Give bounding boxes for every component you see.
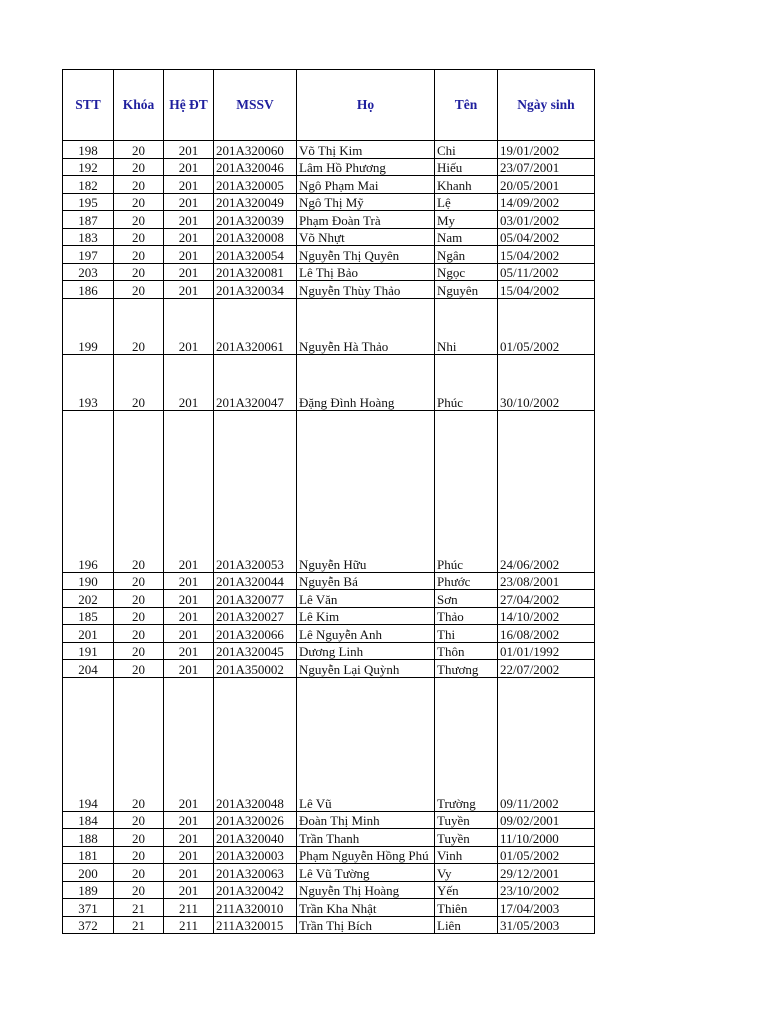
cell-mssv: 211A320010 bbox=[214, 899, 297, 917]
cell-mssv: 201A320027 bbox=[214, 607, 297, 625]
cell-he-dt: 201 bbox=[164, 298, 214, 354]
cell-khoa: 20 bbox=[114, 864, 164, 882]
cell-khoa: 20 bbox=[114, 846, 164, 864]
table-row bbox=[63, 590, 595, 608]
cell-ten: Nguyên bbox=[435, 281, 498, 299]
cell-ho: Lê Nguyễn Anh bbox=[297, 625, 435, 643]
cell-khoa: 20 bbox=[114, 263, 164, 281]
cell-ngay-sinh: 15/04/2002 bbox=[498, 246, 595, 264]
cell-stt: 199 bbox=[63, 298, 114, 354]
table-row bbox=[63, 660, 595, 678]
cell-ngay-sinh: 29/12/2001 bbox=[498, 864, 595, 882]
cell-he-dt: 201 bbox=[164, 881, 214, 899]
cell-ngay-sinh: 17/04/2003 bbox=[498, 899, 595, 917]
cell-khoa: 20 bbox=[114, 354, 164, 410]
cell-khoa: 20 bbox=[114, 193, 164, 211]
header-ngay-sinh: Ngày sinh bbox=[498, 70, 595, 141]
cell-mssv: 201A320081 bbox=[214, 263, 297, 281]
cell-khoa: 20 bbox=[114, 176, 164, 194]
cell-he-dt: 201 bbox=[164, 642, 214, 660]
cell-ngay-sinh: 30/10/2002 bbox=[498, 354, 595, 410]
header-ten: Tên bbox=[435, 70, 498, 141]
cell-ho: Nguyễn Bá bbox=[297, 572, 435, 590]
cell-ten: Ngọc bbox=[435, 263, 498, 281]
cell-khoa: 20 bbox=[114, 246, 164, 264]
cell-ngay-sinh: 27/04/2002 bbox=[498, 590, 595, 608]
cell-he-dt: 201 bbox=[164, 263, 214, 281]
cell-he-dt: 201 bbox=[164, 176, 214, 194]
cell-stt: 186 bbox=[63, 281, 114, 299]
table-row bbox=[63, 158, 595, 176]
cell-mssv: 201A320053 bbox=[214, 410, 297, 572]
cell-ho: Nguyễn Thùy Thảo bbox=[297, 281, 435, 299]
cell-stt: 204 bbox=[63, 660, 114, 678]
cell-ten: My bbox=[435, 211, 498, 229]
table-row bbox=[63, 846, 595, 864]
header-ho: Họ bbox=[297, 70, 435, 141]
cell-mssv: 201A320054 bbox=[214, 246, 297, 264]
cell-mssv: 201A320066 bbox=[214, 625, 297, 643]
cell-ho: Đặng Đình Hoàng bbox=[297, 354, 435, 410]
cell-mssv: 201A320046 bbox=[214, 158, 297, 176]
cell-mssv: 201A320049 bbox=[214, 193, 297, 211]
cell-stt: 202 bbox=[63, 590, 114, 608]
table-row bbox=[63, 572, 595, 590]
cell-ho: Trần Thị Bích bbox=[297, 916, 435, 934]
cell-mssv: 201A320077 bbox=[214, 590, 297, 608]
cell-stt: 193 bbox=[63, 354, 114, 410]
cell-he-dt: 201 bbox=[164, 211, 214, 229]
cell-ngay-sinh: 20/05/2001 bbox=[498, 176, 595, 194]
cell-ho: Dương Linh bbox=[297, 642, 435, 660]
table-row bbox=[63, 642, 595, 660]
cell-he-dt: 211 bbox=[164, 899, 214, 917]
cell-ho: Võ Thị Kim bbox=[297, 141, 435, 159]
cell-he-dt: 201 bbox=[164, 354, 214, 410]
table-row bbox=[63, 899, 595, 917]
cell-he-dt: 201 bbox=[164, 846, 214, 864]
cell-he-dt: 201 bbox=[164, 660, 214, 678]
cell-ngay-sinh: 01/05/2002 bbox=[498, 846, 595, 864]
cell-he-dt: 211 bbox=[164, 916, 214, 934]
cell-ten: Thi bbox=[435, 625, 498, 643]
cell-ho: Nguyễn Thị Quyên bbox=[297, 246, 435, 264]
table-row bbox=[63, 354, 595, 410]
table-row bbox=[63, 141, 595, 159]
cell-khoa: 20 bbox=[114, 590, 164, 608]
cell-mssv: 201A350002 bbox=[214, 660, 297, 678]
cell-ngay-sinh: 01/01/1992 bbox=[498, 642, 595, 660]
cell-khoa: 20 bbox=[114, 677, 164, 811]
cell-ngay-sinh: 05/11/2002 bbox=[498, 263, 595, 281]
cell-ho: Lê Văn bbox=[297, 590, 435, 608]
cell-khoa: 20 bbox=[114, 410, 164, 572]
cell-ten: Khanh bbox=[435, 176, 498, 194]
cell-stt: 197 bbox=[63, 246, 114, 264]
cell-he-dt: 201 bbox=[164, 410, 214, 572]
cell-ngay-sinh: 22/07/2002 bbox=[498, 660, 595, 678]
cell-mssv: 201A320063 bbox=[214, 864, 297, 882]
cell-stt: 183 bbox=[63, 228, 114, 246]
cell-ho: Lê Vũ Tường bbox=[297, 864, 435, 882]
cell-mssv: 201A320005 bbox=[214, 176, 297, 194]
cell-he-dt: 201 bbox=[164, 625, 214, 643]
cell-ho: Phạm Nguyễn Hồng Phú bbox=[297, 846, 435, 864]
cell-ho: Trần Kha Nhật bbox=[297, 899, 435, 917]
student-table bbox=[62, 69, 595, 934]
header-row bbox=[63, 70, 595, 141]
cell-ngay-sinh: 24/06/2002 bbox=[498, 410, 595, 572]
cell-ten: Vy bbox=[435, 864, 498, 882]
cell-ten: Hiếu bbox=[435, 158, 498, 176]
cell-he-dt: 201 bbox=[164, 572, 214, 590]
cell-mssv: 201A320042 bbox=[214, 881, 297, 899]
cell-ho: Phạm Đoàn Trà bbox=[297, 211, 435, 229]
cell-stt: 182 bbox=[63, 176, 114, 194]
cell-ten: Nam bbox=[435, 228, 498, 246]
cell-stt: 189 bbox=[63, 881, 114, 899]
cell-ngay-sinh: 16/08/2002 bbox=[498, 625, 595, 643]
cell-he-dt: 201 bbox=[164, 811, 214, 829]
cell-ngay-sinh: 09/11/2002 bbox=[498, 677, 595, 811]
cell-ho: Nguyễn Thị Hoàng bbox=[297, 881, 435, 899]
cell-ngay-sinh: 15/04/2002 bbox=[498, 281, 595, 299]
table-row bbox=[63, 864, 595, 882]
cell-ngay-sinh: 19/01/2002 bbox=[498, 141, 595, 159]
cell-mssv: 211A320015 bbox=[214, 916, 297, 934]
cell-ten: Vinh bbox=[435, 846, 498, 864]
table-row bbox=[63, 811, 595, 829]
table-row bbox=[63, 607, 595, 625]
cell-he-dt: 201 bbox=[164, 829, 214, 847]
cell-stt: 181 bbox=[63, 846, 114, 864]
cell-ngay-sinh: 01/05/2002 bbox=[498, 298, 595, 354]
cell-mssv: 201A320039 bbox=[214, 211, 297, 229]
cell-ho: Lê Kim bbox=[297, 607, 435, 625]
cell-stt: 201 bbox=[63, 625, 114, 643]
cell-stt: 200 bbox=[63, 864, 114, 882]
cell-ten: Chi bbox=[435, 141, 498, 159]
cell-mssv: 201A320040 bbox=[214, 829, 297, 847]
table-row bbox=[63, 263, 595, 281]
cell-ngay-sinh: 23/08/2001 bbox=[498, 572, 595, 590]
cell-ten: Thương bbox=[435, 660, 498, 678]
cell-khoa: 21 bbox=[114, 899, 164, 917]
cell-ten: Thảo bbox=[435, 607, 498, 625]
cell-he-dt: 201 bbox=[164, 677, 214, 811]
cell-stt: 184 bbox=[63, 811, 114, 829]
cell-khoa: 20 bbox=[114, 572, 164, 590]
cell-he-dt: 201 bbox=[164, 607, 214, 625]
cell-khoa: 20 bbox=[114, 642, 164, 660]
cell-ho: Ngô Thị Mỹ bbox=[297, 193, 435, 211]
cell-ten: Tuyền bbox=[435, 829, 498, 847]
cell-stt: 198 bbox=[63, 141, 114, 159]
cell-he-dt: 201 bbox=[164, 141, 214, 159]
cell-khoa: 20 bbox=[114, 811, 164, 829]
cell-stt: 191 bbox=[63, 642, 114, 660]
cell-khoa: 20 bbox=[114, 141, 164, 159]
cell-ten: Liên bbox=[435, 916, 498, 934]
cell-ten: Lệ bbox=[435, 193, 498, 211]
cell-he-dt: 201 bbox=[164, 864, 214, 882]
cell-he-dt: 201 bbox=[164, 281, 214, 299]
cell-khoa: 20 bbox=[114, 881, 164, 899]
cell-khoa: 20 bbox=[114, 829, 164, 847]
cell-mssv: 201A320003 bbox=[214, 846, 297, 864]
cell-ngay-sinh: 11/10/2000 bbox=[498, 829, 595, 847]
cell-khoa: 20 bbox=[114, 211, 164, 229]
cell-khoa: 20 bbox=[114, 660, 164, 678]
cell-ten: Sơn bbox=[435, 590, 498, 608]
table-row bbox=[63, 228, 595, 246]
cell-stt: 190 bbox=[63, 572, 114, 590]
cell-ten: Tuyền bbox=[435, 811, 498, 829]
cell-stt: 194 bbox=[63, 677, 114, 811]
cell-mssv: 201A320047 bbox=[214, 354, 297, 410]
table-row bbox=[63, 881, 595, 899]
table-row bbox=[63, 193, 595, 211]
cell-khoa: 20 bbox=[114, 228, 164, 246]
cell-ho: Lê Thị Bảo bbox=[297, 263, 435, 281]
cell-stt: 372 bbox=[63, 916, 114, 934]
cell-khoa: 20 bbox=[114, 607, 164, 625]
cell-ho: Nguyễn Hà Thảo bbox=[297, 298, 435, 354]
cell-stt: 192 bbox=[63, 158, 114, 176]
cell-ho: Đoàn Thị Minh bbox=[297, 811, 435, 829]
table-row bbox=[63, 298, 595, 354]
cell-he-dt: 201 bbox=[164, 590, 214, 608]
cell-ten: Yến bbox=[435, 881, 498, 899]
cell-stt: 185 bbox=[63, 607, 114, 625]
table-row bbox=[63, 625, 595, 643]
cell-mssv: 201A320044 bbox=[214, 572, 297, 590]
cell-ten: Thôn bbox=[435, 642, 498, 660]
cell-ngay-sinh: 03/01/2002 bbox=[498, 211, 595, 229]
cell-ho: Ngô Phạm Mai bbox=[297, 176, 435, 194]
cell-stt: 188 bbox=[63, 829, 114, 847]
cell-he-dt: 201 bbox=[164, 228, 214, 246]
header-khoa: Khóa bbox=[114, 70, 164, 141]
table-row bbox=[63, 916, 595, 934]
cell-ten: Nhi bbox=[435, 298, 498, 354]
table-row bbox=[63, 211, 595, 229]
cell-ho: Nguyễn Lại Quỳnh bbox=[297, 660, 435, 678]
cell-ten: Ngân bbox=[435, 246, 498, 264]
cell-ngay-sinh: 31/05/2003 bbox=[498, 916, 595, 934]
table-row bbox=[63, 176, 595, 194]
cell-ho: Nguyễn Hữu bbox=[297, 410, 435, 572]
cell-ten: Phước bbox=[435, 572, 498, 590]
cell-stt: 195 bbox=[63, 193, 114, 211]
header-he-dt: Hệ ĐT bbox=[164, 70, 214, 141]
cell-he-dt: 201 bbox=[164, 193, 214, 211]
cell-khoa: 21 bbox=[114, 916, 164, 934]
cell-khoa: 20 bbox=[114, 298, 164, 354]
cell-ngay-sinh: 14/10/2002 bbox=[498, 607, 595, 625]
table-row bbox=[63, 410, 595, 572]
cell-ngay-sinh: 05/04/2002 bbox=[498, 228, 595, 246]
cell-ngay-sinh: 23/07/2001 bbox=[498, 158, 595, 176]
table-row bbox=[63, 281, 595, 299]
table-row bbox=[63, 829, 595, 847]
cell-ho: Lê Vũ bbox=[297, 677, 435, 811]
cell-ho: Trần Thanh bbox=[297, 829, 435, 847]
header-mssv: MSSV bbox=[214, 70, 297, 141]
cell-khoa: 20 bbox=[114, 625, 164, 643]
cell-mssv: 201A320061 bbox=[214, 298, 297, 354]
cell-mssv: 201A320008 bbox=[214, 228, 297, 246]
cell-ngay-sinh: 23/10/2002 bbox=[498, 881, 595, 899]
table-row bbox=[63, 677, 595, 811]
cell-stt: 203 bbox=[63, 263, 114, 281]
cell-ho: Võ Nhựt bbox=[297, 228, 435, 246]
cell-mssv: 201A320060 bbox=[214, 141, 297, 159]
cell-he-dt: 201 bbox=[164, 246, 214, 264]
cell-stt: 196 bbox=[63, 410, 114, 572]
cell-ten: Trường bbox=[435, 677, 498, 811]
cell-he-dt: 201 bbox=[164, 158, 214, 176]
table-row bbox=[63, 246, 595, 264]
cell-ho: Lâm Hồ Phương bbox=[297, 158, 435, 176]
header-stt: STT bbox=[63, 70, 114, 141]
cell-khoa: 20 bbox=[114, 158, 164, 176]
cell-mssv: 201A320048 bbox=[214, 677, 297, 811]
cell-ten: Thiên bbox=[435, 899, 498, 917]
cell-ngay-sinh: 14/09/2002 bbox=[498, 193, 595, 211]
cell-ten: Phúc bbox=[435, 410, 498, 572]
cell-mssv: 201A320026 bbox=[214, 811, 297, 829]
cell-khoa: 20 bbox=[114, 281, 164, 299]
cell-ngay-sinh: 09/02/2001 bbox=[498, 811, 595, 829]
cell-mssv: 201A320045 bbox=[214, 642, 297, 660]
cell-stt: 371 bbox=[63, 899, 114, 917]
cell-ten: Phúc bbox=[435, 354, 498, 410]
cell-stt: 187 bbox=[63, 211, 114, 229]
cell-mssv: 201A320034 bbox=[214, 281, 297, 299]
